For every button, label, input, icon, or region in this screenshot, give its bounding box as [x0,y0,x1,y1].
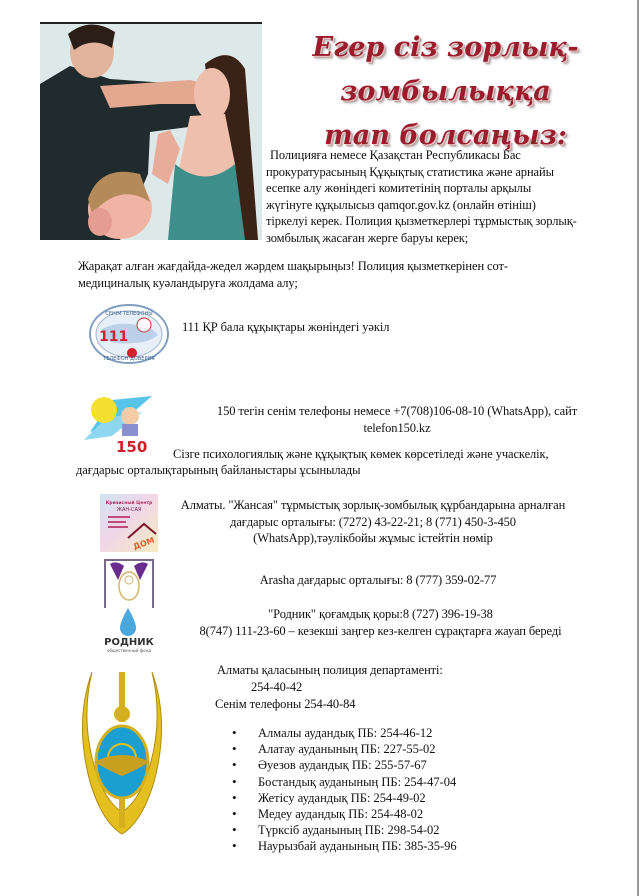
zhansaya-text [168,497,578,547]
domestic-violence-illustration [40,22,262,240]
title-line-1: Егер сіз зорлық-зомбылыққа [312,32,579,107]
intro-line: есепке алу жөніндегі комитетінің порталы арқылы [266,181,532,195]
district-police-list [224,725,524,855]
intro-line: жүгінуге құқылысыз qamqor.gov.kz (онлайн өтініш) [266,197,536,212]
zhansaya-logo [100,494,158,552]
intro-line: Полицияға немесе Қазақстан Республикасы Бас [270,148,521,162]
hotline-111-caption-bottom: ТЕЛЕФОН ДОВЕРИЯ [103,356,155,362]
arasha-logo [102,558,156,608]
hotline-150-logo-number: 150 [116,438,148,454]
zhansaya-logo-title: Кризисный Центр [105,501,153,506]
district-item: • Медеу аудандық ПБ: 254-48-02 [224,806,524,822]
hotline-111-text: 111 ҚР бала құқықтары жөніндегі уәкіл [182,320,390,334]
district-item: • Түрксіб ауданының ПБ: 298-54-02 [224,822,524,838]
hotline-150-line-3: Сізге психологиялық және құқықтық көмек көрсетіледі және учаскелік, [173,447,549,461]
intro-line: тіркелуі керек. Полиция қызметкерлері тұрмыстық зорлық- [266,214,577,228]
injury-line: Жарақат алған жағдайда-жедел жәрдем шақырыңыз! Полиция қызметкерінен сот- [78,259,508,273]
district-item: • Алатау ауданының ПБ: 227-55-02 [224,741,524,757]
zhansaya-logo-badge: ДОМ [132,535,156,552]
zhansaya-line-3: (WhatsApp),тәулікбойы жұмыс істейтін нөмір [253,531,493,545]
police-emblem [72,662,172,838]
rodnik-text [168,606,593,639]
intro-line: зомбылық жасаған жерге баруы керек; [266,230,469,245]
intro-paragraph [266,147,616,246]
arasha-text: Arasha дағдарыс орталығы: 8 (777) 359-02-77 [259,573,497,587]
hotline-150-website[interactable]: telefon150.kz [363,420,431,435]
police-trust-phone: Сенім телефоны 254-40-84 [215,697,356,711]
intro-line: прокуратурасының Құқықтық статистика және арнайы [266,164,554,179]
hotline-150-text [186,403,608,436]
illustration-svg [40,24,262,240]
hotline-150-line-1: 150 тегін сенім телефоны немесе +7(708)106-08-10 (WhatsApp), сайт [216,404,578,418]
district-item: • Әуезов аудандық ПБ: 255-57-67 [224,757,524,773]
title-line-2: тап болсаңыз: [324,120,567,151]
district-item: • Наурызбай ауданының ПБ: 385-35-96 [224,838,524,854]
rodnik-logo [100,606,158,654]
rodnik-logo-sub: общественный фонд [107,648,151,653]
zhansaya-line-1: Алматы. "Жансая" тұрмыстық зорлық-зомбылық құрбандарына арналған [180,498,566,512]
rodnik-line-1: "Родник" қоғамдық қоры:8 (727) 396-19-38 [268,607,493,621]
zhansaya-line-2: дағдарыс орталығы: (7272) 43-22-21; 8 (771) 450-3-450 [230,514,516,529]
injury-line: медициналық куәландыруға жолдама алу; [78,275,298,290]
injury-paragraph [78,258,598,291]
district-item: • Алмалы аудандық ПБ: 254-46-12 [224,725,524,741]
police-dept-title: Алматы қаласының полиция департаменті: [217,663,443,677]
hotline-150-logo [82,392,158,454]
rodnik-logo-name: РОДНИК [104,637,154,648]
district-item: • Жетісу аудандық ПБ: 254-49-02 [224,790,524,806]
rodnik-line-2: 8(747) 111-23-60 – кезекші заңгер кез-келген сұрақтарға жауап береді [199,623,562,638]
hotline-111-logo-number: 111 [99,329,129,345]
district-item: • Бостандық ауданының ПБ: 254-47-04 [224,774,524,790]
zhansaya-logo-name: ЖАН-САЯ [116,507,142,513]
police-dept-phone: 254-40-42 [251,680,303,694]
page-title [258,26,633,158]
hotline-111-caption-top: СЕНІМ ТЕЛЕФОНЫ [105,311,153,317]
hotline-111-logo [88,303,170,365]
hotline-150-line-4: дағдарыс орталықтарының байланыстары ұсынылады [76,463,361,477]
